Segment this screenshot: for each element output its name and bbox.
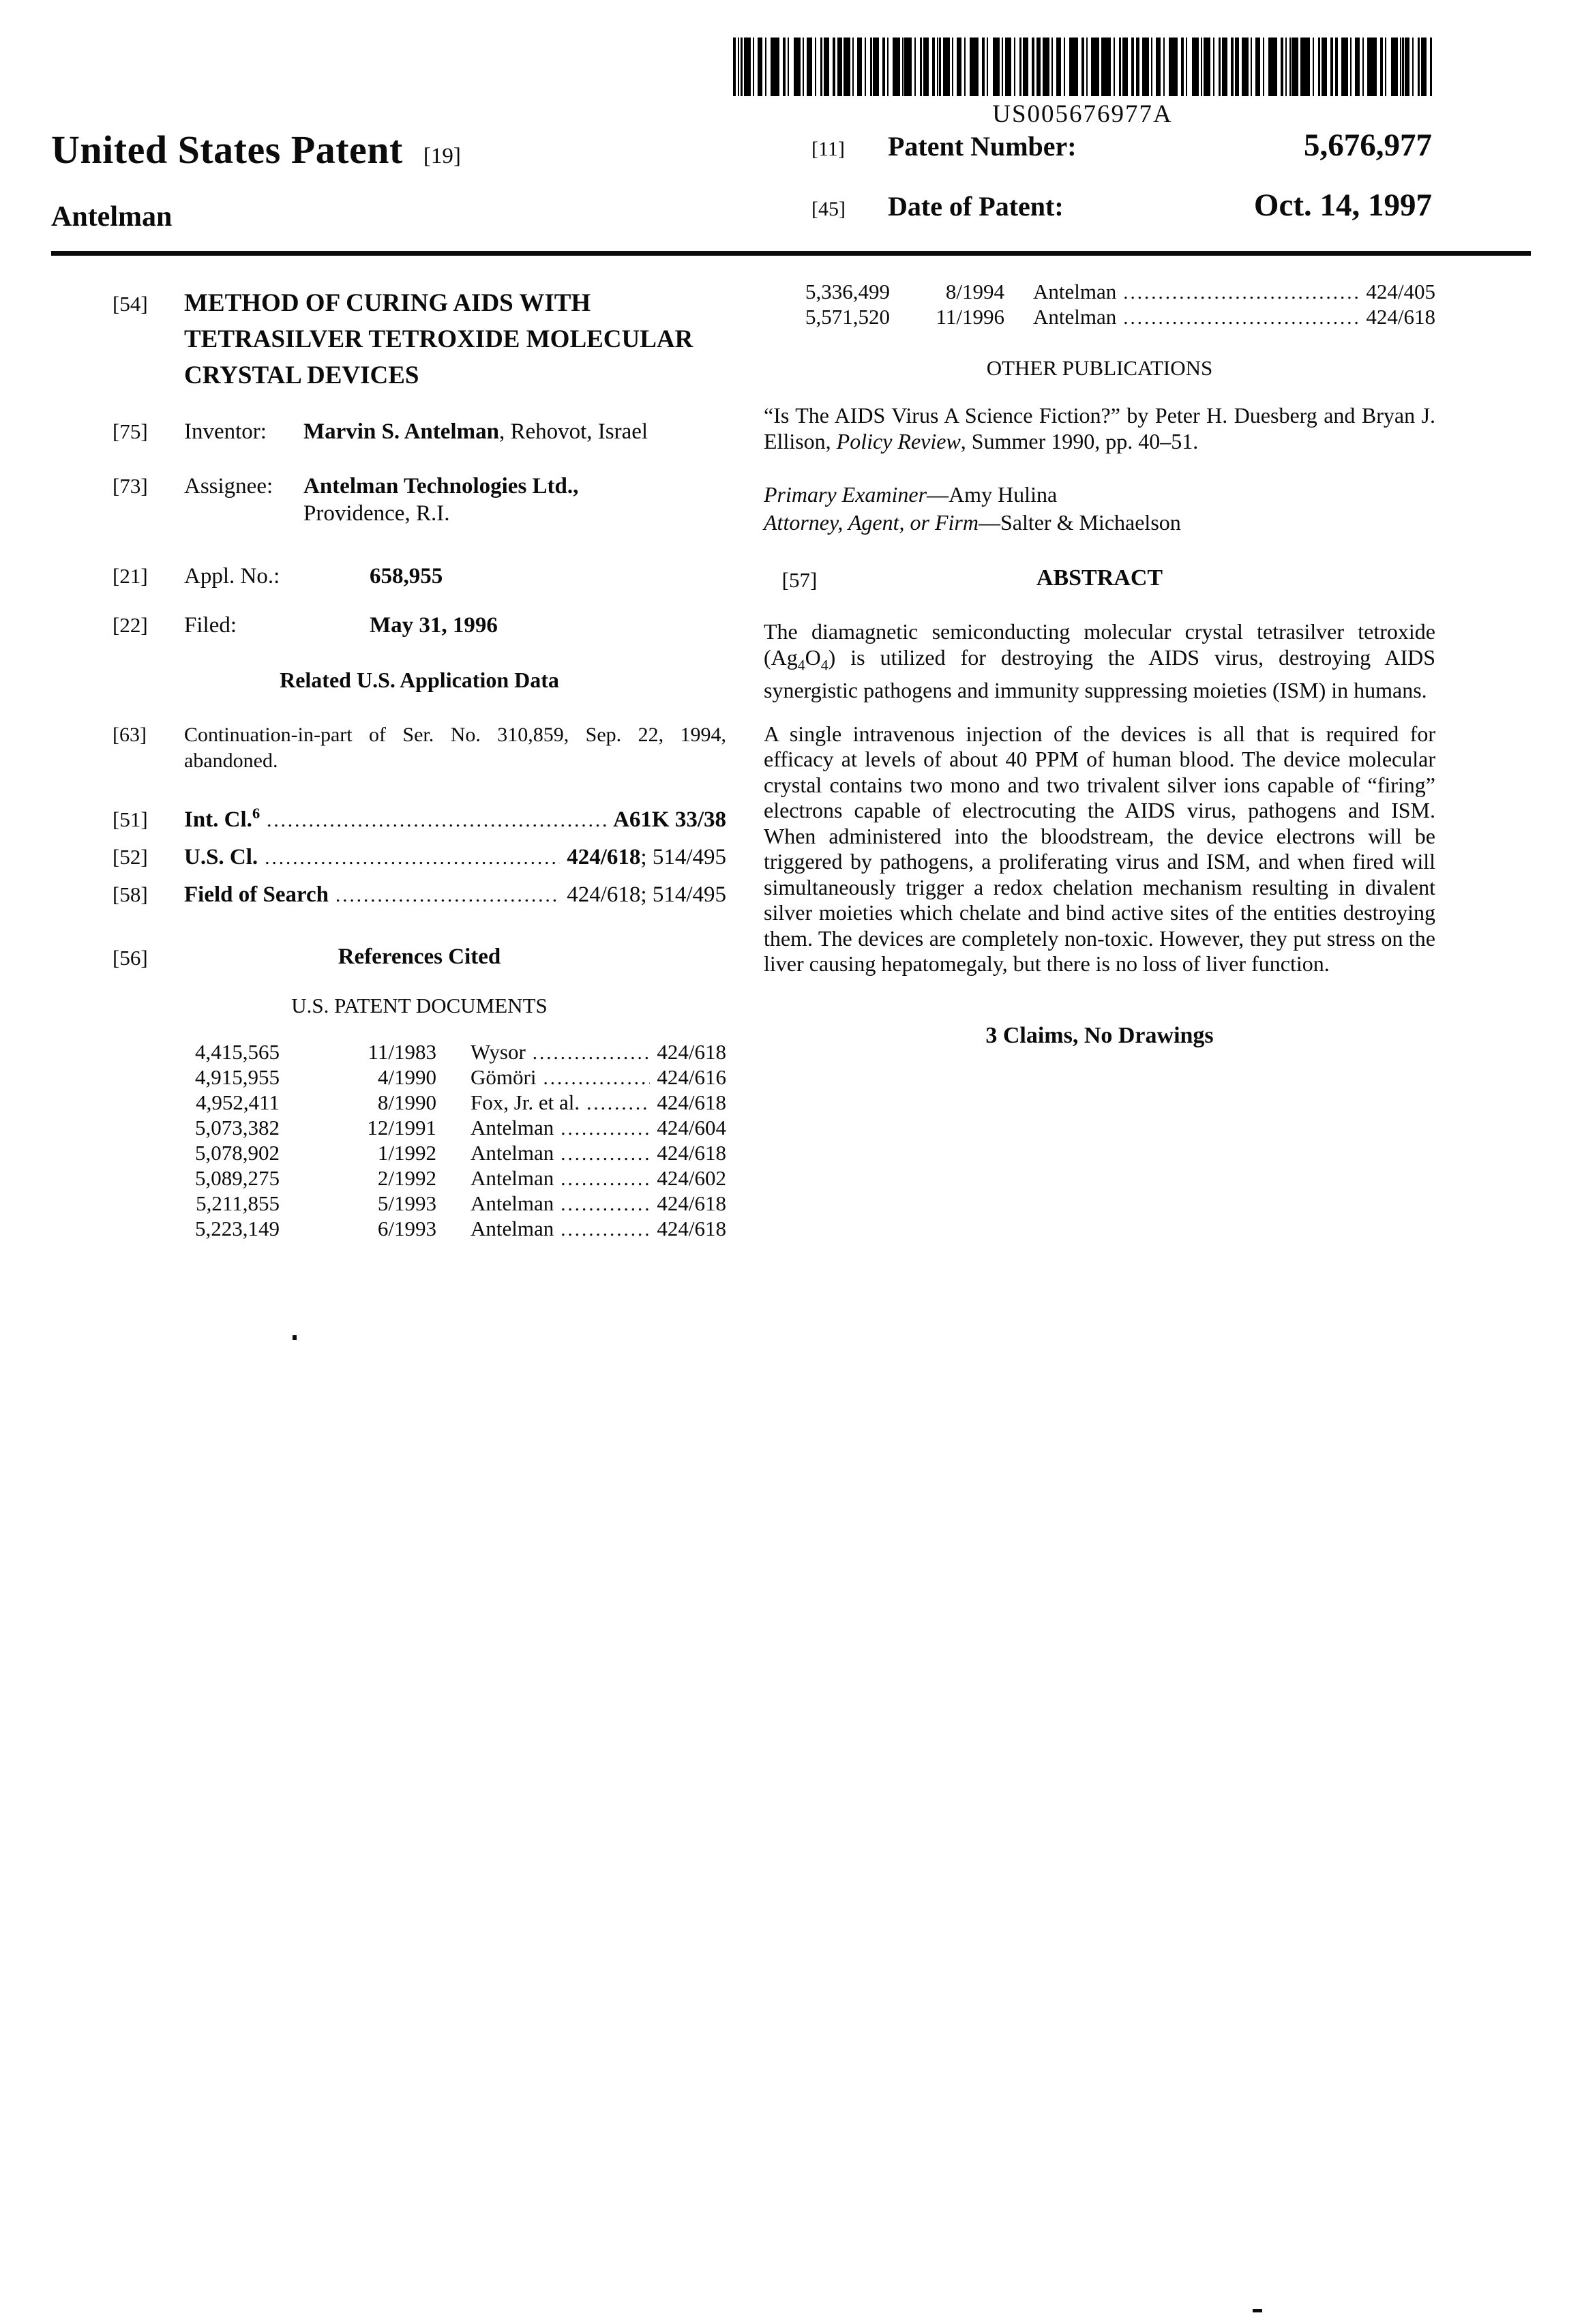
assignee-row <box>113 473 726 527</box>
field-code-63: [63] <box>113 724 147 746</box>
field-code-21: [21] <box>113 564 148 588</box>
leader-dots <box>543 1066 650 1090</box>
first-inventor-surname: Antelman <box>51 201 173 233</box>
table-row: 4,952,411 8/1990 Fox, Jr. et al. ..... 424/618 <box>113 1090 726 1116</box>
us-patent-documents-table <box>113 1040 726 1242</box>
chemical-subscript: 4 <box>820 656 829 673</box>
date-of-patent-value: Oct. 14, 1997 <box>1253 188 1432 223</box>
abstract-heading: ABSTRACT <box>1036 565 1163 591</box>
leader-dots <box>561 1167 650 1191</box>
field-of-search-value: 424/618; 514/495 <box>567 882 726 907</box>
us-cl-value: 424/618; 514/495 <box>567 845 726 869</box>
filed-value: May 31, 1996 <box>370 613 498 638</box>
field-of-search-row <box>113 881 726 909</box>
publication-reference: “Is The AIDS Virus A Science Fiction?” by Peter H. Duesberg and Bryan J. Ellison, Policy Review, Summer 1990, pp. 40–51. <box>764 403 1435 453</box>
abstract-paragraph-1: The diamagnetic semiconducting molecular crystal tetrasilver tetroxide $(Ag_4O_4)$ is utilized for destroying the AIDS virus, destroying AIDS synergistic pathogens and immunity suppressing moieties (ISM) in humans. <box>764 619 1435 703</box>
field-code-45: [45] <box>811 198 846 220</box>
claims-line: 3 Claims, No Drawings <box>985 1022 1214 1048</box>
barcode-number: US005676977A <box>992 100 1173 128</box>
assignee-label: Assignee: <box>184 474 273 498</box>
barcode-image <box>733 38 1432 96</box>
field-of-search-label: Field of Search <box>184 882 329 907</box>
date-of-patent-row <box>811 187 1432 224</box>
table-row: 5,078,902 1/1992 Antelman ..... 424/618 <box>113 1141 726 1166</box>
field-code-54: [54] <box>113 292 148 316</box>
inventor-name: Marvin S. Antelman <box>303 419 499 444</box>
references-cited-heading-row <box>113 943 726 970</box>
leader-dots <box>586 1091 650 1116</box>
related-application-heading: Related U.S. Application Data <box>280 668 559 692</box>
masthead-right <box>811 127 1432 224</box>
filed-label: Filed: <box>184 613 237 638</box>
field-code-52: [52] <box>113 845 148 869</box>
application-number-value: 658,955 <box>370 564 443 589</box>
leader-dots <box>267 807 606 834</box>
left-column <box>113 285 726 1242</box>
leader-dots <box>561 1142 650 1166</box>
leader-dots <box>1123 306 1359 330</box>
field-code-22: [22] <box>113 613 148 637</box>
leader-dots <box>335 882 560 909</box>
field-code-57: [57] <box>781 568 818 592</box>
table-row: 5,089,275 2/1992 Antelman ..... 424/602 <box>113 1166 726 1191</box>
int-cl-row <box>113 800 726 834</box>
masthead-divider <box>51 251 1531 256</box>
scan-artifact-dash <box>1253 2309 1262 2312</box>
masthead-title-row <box>51 127 461 173</box>
kind-code-19: [19] <box>423 144 461 168</box>
scan-artifact-dot <box>293 1335 297 1340</box>
table-row: 5,073,382 12/1991 Antelman ..... 424/604 <box>113 1116 726 1141</box>
int-cl-value: A61K 33/38 <box>613 807 726 832</box>
invention-title-row <box>113 285 726 393</box>
assignee-location: Providence, R.I. <box>303 501 450 526</box>
journal-name: Policy Review <box>836 429 961 453</box>
assignee-name: Antelman Technologies Ltd., <box>303 474 579 498</box>
int-cl-label: Int. Cl.$^6$ <box>184 805 260 832</box>
application-number-row <box>113 563 726 590</box>
filed-row <box>113 612 726 639</box>
table-row: 5,211,855 5/1993 Antelman ..... 424/618 <box>113 1191 726 1217</box>
inventor-value <box>303 418 726 445</box>
leader-dots <box>561 1217 650 1242</box>
field-code-58: [58] <box>113 882 148 906</box>
field-code-75: [75] <box>113 419 148 443</box>
field-code-73: [73] <box>113 474 148 498</box>
references-cited-heading: References Cited <box>338 944 501 969</box>
table-row: 5,571,520 11/1996 Antelman ..... 424/618 <box>764 305 1435 330</box>
field-code-56: [56] <box>113 946 148 970</box>
patent-number-row <box>811 127 1432 164</box>
abstract-heading-row <box>764 565 1435 592</box>
us-cl-label: U.S. Cl. <box>184 845 258 869</box>
int-cl-superscript: 6 <box>252 805 260 822</box>
field-code-11: [11] <box>811 138 845 160</box>
application-number-label: Appl. No.: <box>184 564 280 589</box>
leader-dots <box>561 1192 650 1217</box>
date-of-patent-label: Date of Patent: <box>888 191 1064 222</box>
assignee-value <box>303 473 726 527</box>
leader-dots <box>533 1041 651 1065</box>
table-row: 4,415,565 11/1983 Wysor ..... 424/618 <box>113 1040 726 1065</box>
table-row: 5,223,149 6/1993 Antelman ..... 424/618 <box>113 1217 726 1242</box>
inventor-row <box>113 418 726 445</box>
continuation-text: Continuation-in-part of Ser. No. 310,859, Sep. 22, 1994, abandoned. <box>184 724 726 772</box>
table-row: 4,915,955 4/1990 Gömöri ..... 424/616 <box>113 1065 726 1090</box>
primary-examiner-line: Primary Examiner—Amy Hulina <box>764 482 1058 507</box>
continuation-row <box>113 722 726 774</box>
us-patent-documents-heading: U.S. PATENT DOCUMENTS <box>291 994 548 1017</box>
leader-dots <box>1123 280 1359 305</box>
field-code-51: [51] <box>113 807 148 831</box>
right-column <box>764 280 1435 1049</box>
chemical-subscript: 4 <box>797 656 805 673</box>
other-publications-heading: OTHER PUBLICATIONS <box>986 356 1213 380</box>
patent-number-label: Patent Number: <box>888 131 1077 162</box>
document-title: United States Patent <box>51 128 403 172</box>
us-cl-row <box>113 844 726 872</box>
inventor-location: , Rehovot, Israel <box>498 419 648 444</box>
inventor-label: Inventor: <box>184 419 267 444</box>
abstract-paragraph-2: A single intravenous injection of the devices is all that is required for efficacy at levels of about 40 PPM of human blood. The device molecular crystal contains two mono and two trivalent silver ions capable of “firing” electrons capable of electrocuting the AIDS virus, pathogens and ISM. When administered into the bloodstream, the device electrons will be triggered by pathogens, a proliferating virus and ISM, and when fired will simultaneously trigger a redox chelation mechanism resulting in divalent silver moieties which chelate and bind active sites of the entities destroying them. The devices are completely non-toxic. However, they put stress on the liver causing hepatomegaly, but there is no loss of liver function. <box>764 721 1435 977</box>
patent-number-value: 5,676,977 <box>1304 128 1432 163</box>
us-patent-documents-table-continued <box>764 280 1435 330</box>
attorney-line: Attorney, Agent, or Firm—Salter & Michaelson <box>764 510 1181 535</box>
leader-dots <box>265 844 560 872</box>
invention-title: METHOD OF CURING AIDS WITH TETRASILVER TETROXIDE MOLECULAR CRYSTAL DEVICES <box>184 289 693 389</box>
leader-dots <box>561 1116 650 1141</box>
table-row: 5,336,499 8/1994 Antelman ..... 424/405 <box>764 280 1435 305</box>
